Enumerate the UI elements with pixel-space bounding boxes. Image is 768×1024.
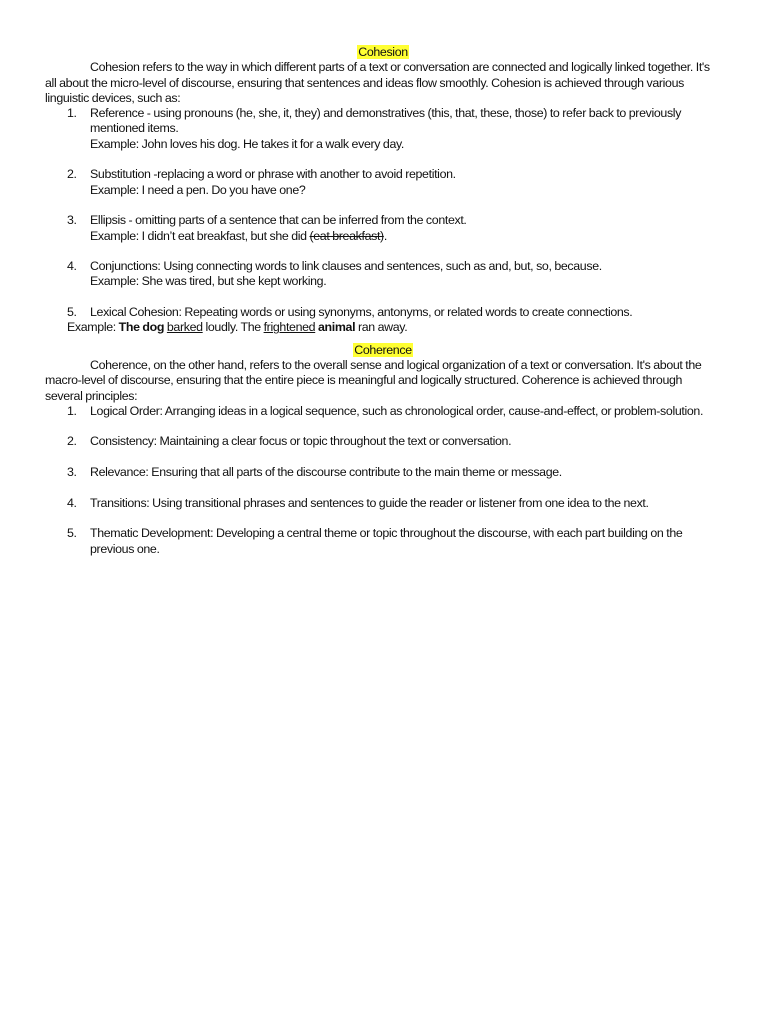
list-item [45, 465, 721, 480]
coherence-heading: Coherence [354, 342, 412, 357]
list-number: 1. [67, 106, 77, 121]
document-page [45, 45, 721, 557]
list-item-text: Transitions: Using transitional phrases and sentences to guide the reader or listener from one idea to the next. [90, 495, 649, 510]
list-number: 4. [67, 259, 77, 274]
list-number: 3. [67, 213, 77, 228]
list-item [45, 259, 721, 290]
list-item [45, 305, 721, 320]
lexical-cohesion-example: Example: The dog barked loudly. The frightened animal ran away. [67, 320, 408, 335]
cohesion-intro: Cohesion refers to the way in which different parts of a text or conversation are connected and logically linked together. It's all about the micro-level of discourse, ensuring that sentences and ideas flow smoothly. Cohesion is achieved through various linguistic devices, such as: [45, 60, 710, 105]
list-number: 2. [67, 434, 77, 449]
list-item-text: Reference - using pronouns (he, she, it, they) and demonstratives (this, that, these, those) to refer back to previously mentioned items. [90, 106, 682, 136]
bold-text: animal [318, 320, 356, 335]
struck-text: (eat breakfast) [309, 228, 384, 243]
cohesion-heading: Cohesion [358, 45, 408, 59]
underlined-text: barked [166, 320, 203, 335]
list-item [45, 496, 721, 511]
list-item-example: Example: She was tired, but she kept working. [90, 274, 327, 289]
list-item [45, 167, 721, 198]
list-number: 1. [67, 403, 77, 418]
coherence-list [45, 404, 721, 557]
list-item-text: Substitution -replacing a word or phrase with another to avoid repetition. [90, 167, 456, 182]
coherence-intro: Coherence, on the other hand, refers to the overall sense and logical organization of a text or conversation. It's about the macro-level of discourse, ensuring that the entire piece is meaningful and logically structured. Coherence is achieved through several principles: [45, 357, 702, 403]
list-number: 4. [67, 495, 77, 510]
bold-text: The dog [118, 320, 165, 335]
underlined-text: frightened [263, 320, 316, 335]
section-spacer [45, 336, 721, 343]
list-item-text: Logical Order: Arranging ideas in a logical sequence, such as chronological order, cause-and-effect, or problem-solution. [90, 403, 704, 418]
list-item-example [90, 229, 721, 244]
list-item-example: Example: I need a pen. Do you have one? [90, 182, 306, 197]
list-number: 5. [67, 526, 77, 541]
list-number: 3. [67, 465, 77, 480]
example-text: . [383, 228, 387, 243]
list-item [45, 434, 721, 449]
list-item-text: Relevance: Ensuring that all parts of the discourse contribute to the main theme or message. [90, 465, 562, 480]
list-item [45, 106, 721, 152]
list-number: 2. [67, 167, 77, 182]
list-item-text: Lexical Cohesion: Repeating words or using synonyms, antonyms, or related words to create connections. [90, 305, 633, 320]
list-item [45, 526, 721, 557]
list-item-text: Consistency: Maintaining a clear focus or topic throughout the text or conversation. [90, 434, 512, 449]
cohesion-list [45, 106, 721, 320]
list-item-text: Thematic Development: Developing a central theme or topic throughout the discourse, with each part building on the previous one. [90, 526, 683, 556]
list-item-text: Conjunctions: Using connecting words to link clauses and sentences, such as and, but, so, because. [90, 259, 602, 274]
list-item-example: Example: John loves his dog. He takes it for a walk every day. [90, 136, 404, 151]
example-text: Example: I didn’t eat breakfast, but she did [90, 228, 310, 243]
list-item-text: Ellipsis - omitting parts of a sentence that can be inferred from the context. [90, 213, 467, 228]
list-item [45, 404, 721, 419]
list-item [45, 213, 721, 244]
list-number: 5. [67, 305, 77, 320]
